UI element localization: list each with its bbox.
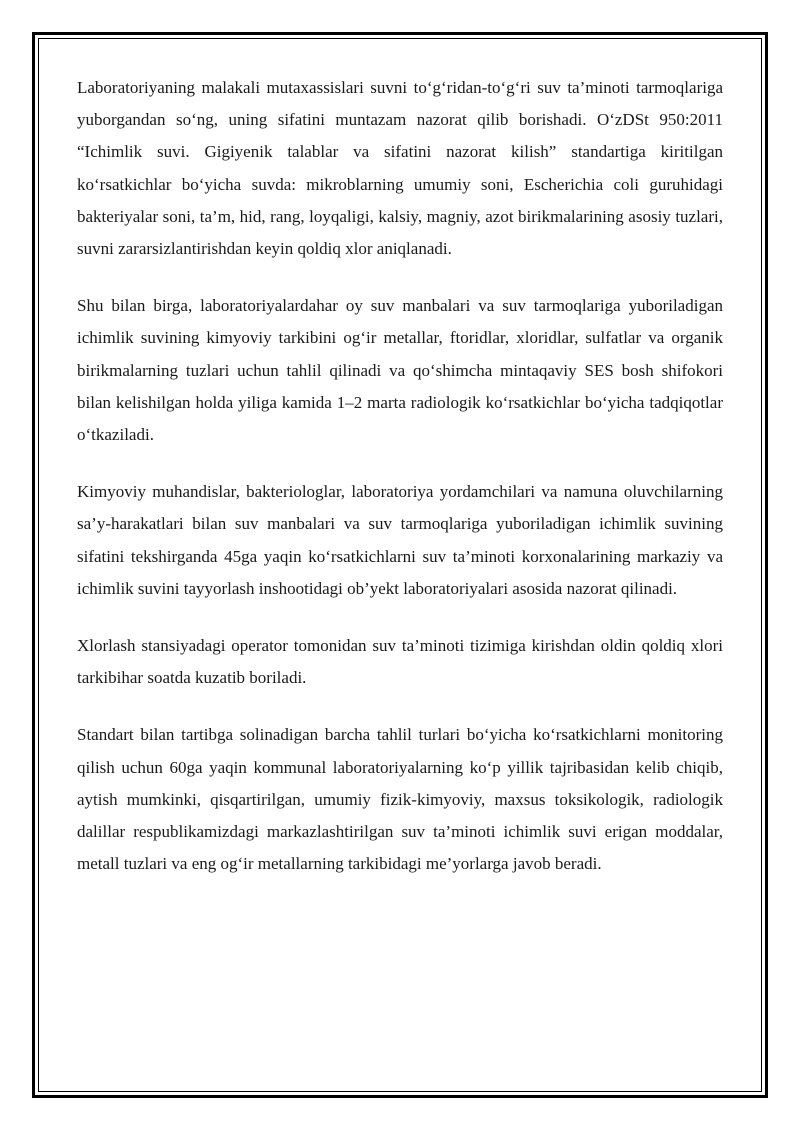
paragraph: Standart bilan tartibga solinadigan barcha tahlil turlari bo‘yicha ko‘rsatkichlarni monitoring qilish uchun 60ga yaqin kommunal laboratoriyalarning ko‘p yillik tajribasidan kelib chiqib, aytish mumkinki, qisqartirilgan, umumiy fizik-kimyoviy, maxsus toksikologik, radiologik dalillar respublikamizdagi markazlashtirilgan suv ta’minoti ichimlik suvi erigan moddalar, metall tuzlari va eng og‘ir metallarning tarkibidagi me’yorlarga javob beradi. [77, 725, 723, 874]
paragraph: Xlorlash stansiyadagi operator tomonidan suv ta’minoti tizimiga kirishdan oldin qoldiq xlori tarkibihar soatda kuzatib boriladi. [77, 636, 723, 688]
document-body [77, 72, 723, 905]
paragraph: Laboratoriyaning malakali mutaxassislari suvni to‘g‘ridan-to‘g‘ri suv ta’minoti tarmoqlariga yuborgandan so‘ng, uning sifatini muntazam nazorat qilib borishadi. O‘zDSt 950:2011 “Ichimlik suvi. Gigiyenik talablar va sifatini nazorat kilish” standartiga kiritilgan ko‘rsatkichlar bo‘yicha suvda: mikroblarning umumiy soni, Escherichia coli guruhidagi bakteriyalar soni, ta’m, hid, rang, loyqaligi, kalsiy, magniy, azot birikmalarining asosiy tuzlari, suvni zararsizlantirishdan keyin qoldiq xlor aniqlanadi. [77, 78, 723, 259]
paragraph: Kimyoviy muhandislar, bakteriologlar, laboratoriya yordamchilari va namuna oluvchilarning sa’y-harakatlari bilan suv manbalari va suv tarmoqlariga yuboriladigan ichimlik suvining sifatini tekshirganda 45ga yaqin ko‘rsatkichlarni suv ta’minoti korxonalarining markaziy va ichimlik suvini tayyorlash inshootidagi ob’yekt laboratoriyalari asosida nazorat qilinadi. [77, 482, 723, 598]
paragraph: Shu bilan birga, laboratoriyalardahar oy suv manbalari va suv tarmoqlariga yuboriladigan ichimlik suvining kimyoviy tarkibini og‘ir metallar, ftoridlar, xloridlar, sulfatlar va organik birikmalarning tuzlari uchun tahlil qilinadi va qo‘shimcha mintaqaviy SES bosh shifokori bilan kelishilgan holda yiliga kamida 1–2 marta radiologik ko‘rsatkichlar bo‘yicha tadqiqotlar o‘tkaziladi. [77, 296, 723, 445]
